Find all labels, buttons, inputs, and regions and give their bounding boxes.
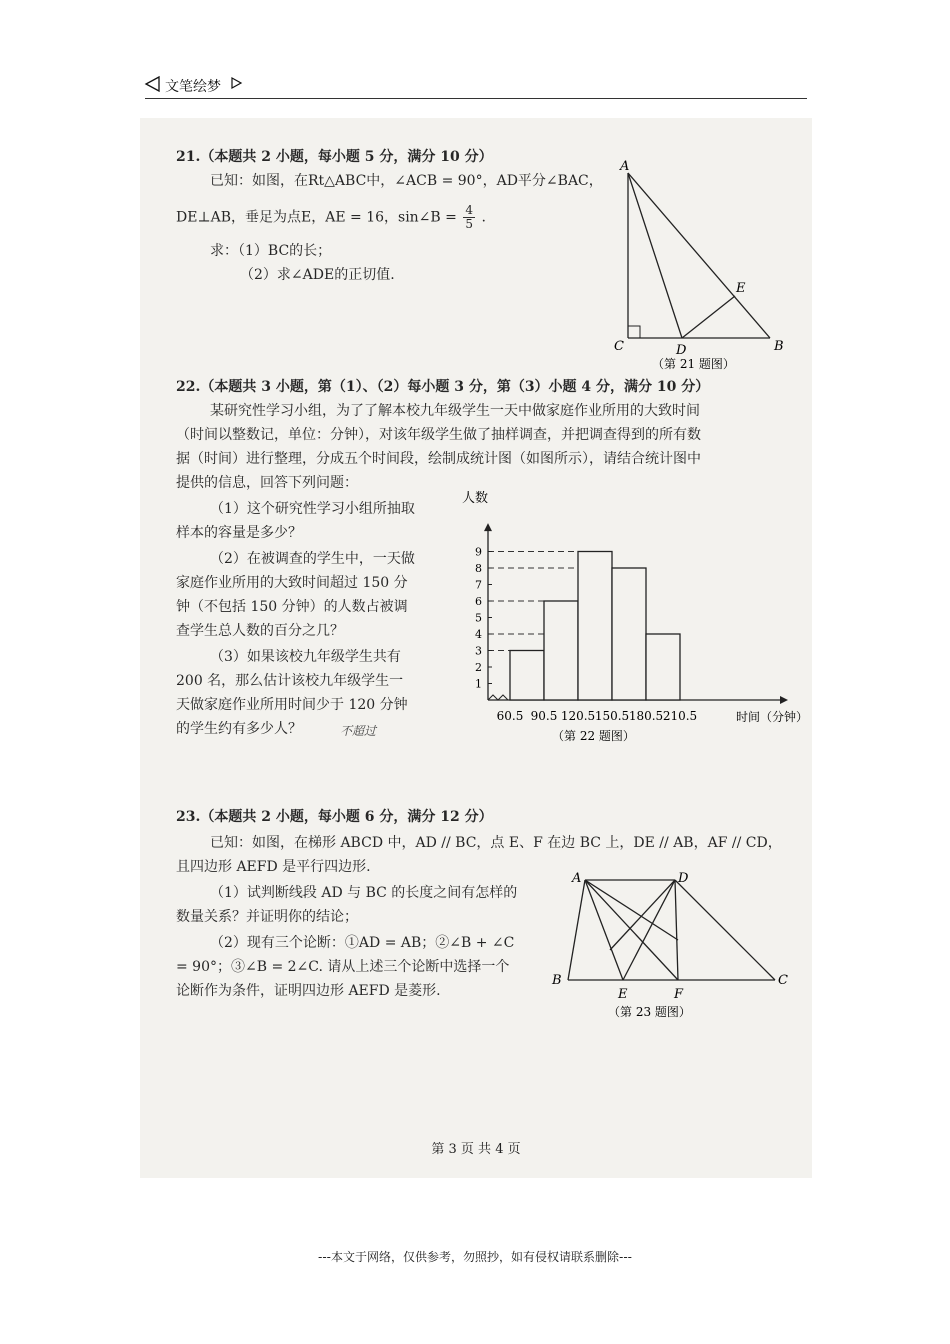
histogram-bar <box>544 601 578 700</box>
q22-s2c: 钟（不包括 150 分钟）的人数占被调 <box>176 599 408 615</box>
brand-text: 文笔绘梦 <box>165 79 221 95</box>
q21-caption: （第 21 题图） <box>652 357 735 371</box>
histogram-bar <box>578 552 612 701</box>
q23-line2: 且四边形 AEFD 是平行四边形. <box>176 859 371 875</box>
q22-intro3: 据（时间）进行整理，分成五个时间段，绘制成统计图（如图所示），请结合统计图中 <box>176 451 701 467</box>
fraction-numerator: 4 <box>465 203 473 217</box>
y-tick-label: 1 <box>475 677 482 691</box>
label-D: D <box>678 871 689 886</box>
label-C: C <box>778 973 788 988</box>
x-axis-arrow <box>780 696 788 704</box>
y-tick-label: 6 <box>475 595 482 608</box>
q21-ask1: 求：（1）BC的长； <box>210 243 332 259</box>
q22-intro2: （时间以整数记，单位：分钟），对该年级学生做了抽样调查，并把调查得到的所有数 <box>176 427 701 443</box>
histogram-x-ticks <box>497 709 698 723</box>
segment-df <box>675 880 678 980</box>
q23-line1: 已知：如图，在梯形 ABCD 中，AD // BC，点 E、F 在边 BC 上，DE // AB，AF // CD， <box>210 835 782 851</box>
y-axis-label: 人数 <box>462 491 489 506</box>
q21-ask2: （2）求∠ADE的正切值. <box>240 267 395 283</box>
q22-s3b: 200 名，那么估计该校九年级学生一 <box>176 673 404 689</box>
q23-figure <box>550 870 800 1020</box>
q21-line2 <box>176 204 486 231</box>
diagonal-2 <box>610 880 675 950</box>
x-tick-label: 120.5 <box>560 709 596 723</box>
q22-s1b: 样本的容量是多少？ <box>176 525 302 541</box>
q22-caption: （第 22 题图） <box>552 729 635 743</box>
footer-disclaimer: ---本文于网络，仅供参考，勿照抄，如有侵权请联系删除--- <box>318 1250 632 1264</box>
axis-break <box>488 695 508 700</box>
fraction-denominator: 5 <box>465 217 473 231</box>
histogram-bar <box>612 568 646 700</box>
q22-s2a: （2）在被调查的学生中，一天做 <box>210 551 415 567</box>
q22-s3c: 天做家庭作业所用时间少于 120 分钟 <box>176 697 408 713</box>
label-B: B <box>552 973 562 988</box>
x-tick-label: 180.5 <box>628 709 664 723</box>
sin-fraction <box>463 204 475 231</box>
perpendicular-de <box>682 296 735 338</box>
q22-title: 22.（本题共 3 小题，第（1）、（2）每小题 3 分，第（3）小题 4 分，满分 10 分） <box>176 379 710 395</box>
scanned-page <box>140 118 812 1178</box>
diagonal-1 <box>585 880 678 940</box>
y-tick-label: 8 <box>475 562 482 575</box>
page-number: 第 3 页 共 4 页 <box>431 1142 521 1157</box>
right-triangle-icon <box>231 76 243 90</box>
x-tick-label: 90.5 <box>530 709 558 723</box>
x-tick-label: 150.5 <box>594 709 630 723</box>
q23-s1a: （1）试判断线段 AD 与 BC 的长度之间有怎样的 <box>210 885 518 901</box>
side-ab <box>568 880 585 980</box>
side-ab <box>628 173 770 338</box>
label-B: B <box>774 339 784 354</box>
y-axis-arrow <box>484 523 492 531</box>
handwritten-note: 不超过 <box>340 724 377 738</box>
x-tick-label: 210.5 <box>662 709 698 723</box>
y-tick-label: 7 <box>475 578 482 592</box>
side-dc <box>675 880 775 980</box>
q23-caption: （第 23 题图） <box>608 1005 691 1019</box>
bisector-ad <box>628 173 682 338</box>
q22-s3d: 的学生约有多少人？ <box>176 721 302 737</box>
x-axis-label: 时间（分钟） <box>736 710 809 724</box>
label-A: A <box>620 159 630 174</box>
q21-title: 21.（本题共 2 小题，每小题 5 分，满分 10 分） <box>176 149 493 165</box>
y-tick-label: 5 <box>475 611 482 625</box>
y-tick-label: 4 <box>475 628 482 641</box>
segment-ae <box>585 880 623 980</box>
label-E: E <box>736 281 746 296</box>
label-E: E <box>618 987 628 1002</box>
q21-line1: 已知：如图，在Rt△ABC中，∠ACB = 90°，AD平分∠BAC， <box>210 173 603 189</box>
q22-s2d: 查学生总人数的百分之几？ <box>176 623 344 639</box>
histogram-bar <box>510 651 544 701</box>
label-A: A <box>572 871 582 886</box>
q23-s2b: = 90°；③∠B = 2∠C. 请从上述三个论断中选择一个 <box>176 959 510 975</box>
label-D: D <box>676 343 687 358</box>
q22-s2b: 家庭作业所用的大致时间超过 150 分 <box>176 575 408 591</box>
histogram-bar <box>646 634 680 700</box>
left-triangle-icon <box>145 76 161 92</box>
histogram-bars <box>510 552 680 701</box>
y-tick-label: 2 <box>475 661 482 674</box>
q22-intro1: 某研究性学习小组，为了了解本校九年级学生一天中做家庭作业所用的大致时间 <box>210 403 700 419</box>
y-tick-label: 9 <box>475 545 482 559</box>
q22-s3a: （3）如果该校九年级学生共有 <box>210 649 401 665</box>
q21-figure <box>610 158 810 371</box>
q22-intro4: 提供的信息，回答下列问题： <box>176 475 358 491</box>
label-F: F <box>674 987 684 1002</box>
q22-s1a: （1）这个研究性学习小组所抽取 <box>210 501 415 517</box>
q23-title: 23.（本题共 2 小题，每小题 6 分，满分 12 分） <box>176 809 493 825</box>
document-header <box>145 72 807 99</box>
q23-s2c: 论断作为条件，证明四边形 AEFD 是菱形. <box>176 983 441 999</box>
y-tick-label: 3 <box>475 644 482 658</box>
q22-histogram <box>440 488 809 748</box>
histogram-y-ticks <box>475 546 492 691</box>
label-C: C <box>614 339 624 354</box>
q23-s2a: （2）现有三个论断：①AD = AB；②∠B + ∠C <box>210 935 515 951</box>
q23-s1b: 数量关系？并证明你的结论； <box>176 909 358 925</box>
x-tick-label: 60.5 <box>496 709 524 723</box>
q21-line2-text: DE⊥AB，垂足为点E，AE = 16，sin∠B = <box>176 209 457 226</box>
q21-line2-end: . <box>481 209 486 226</box>
